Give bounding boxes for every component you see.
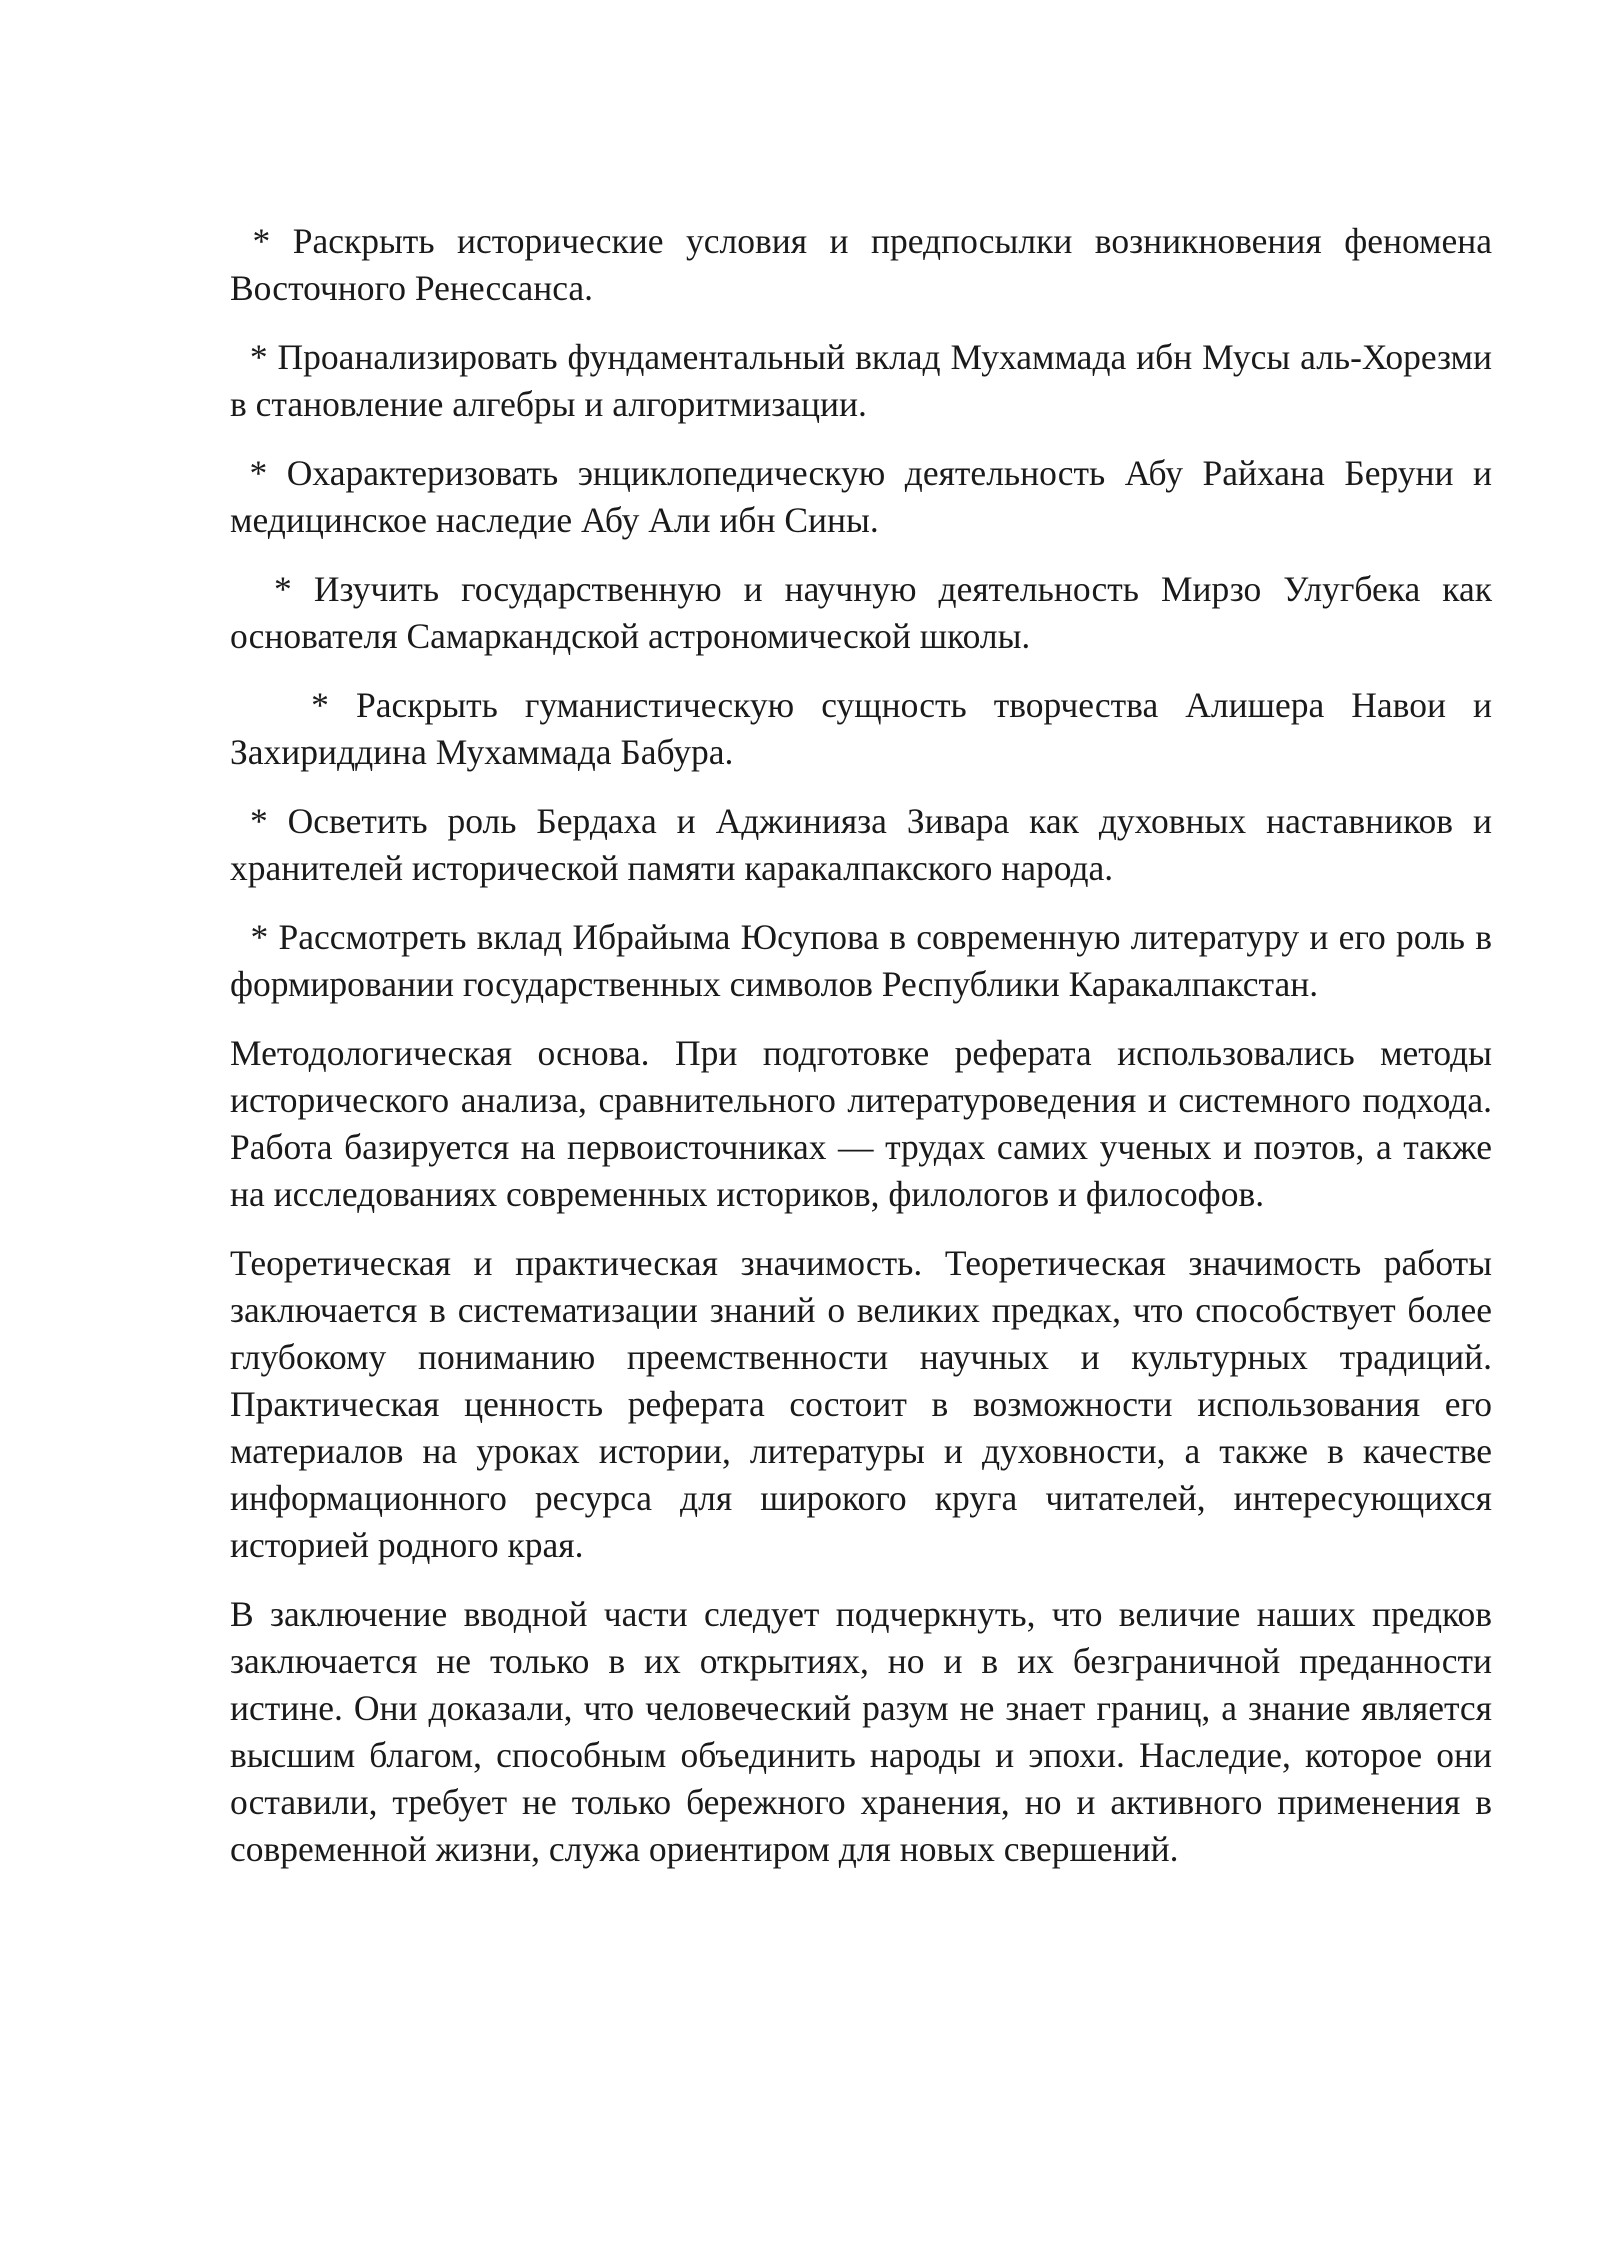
task-item: [230, 450, 1492, 544]
bullet-marker: *: [230, 917, 279, 957]
methodology-paragraph: Методологическая основа. При подготовке реферата использовались методы исторического анализа, сравнительного литературоведения и системного подхода. Работа базируется на первоисточниках — трудах самих ученых и поэтов, а также на исследованиях современных историков, филологов и философов.: [230, 1033, 1492, 1214]
bullet-marker: *: [230, 337, 278, 377]
significance-paragraph: Теоретическая и практическая значимость. Теоретическая значимость работы заключается в систематизации знаний о великих предках, что способствует более глубокому пониманию преемственности научных и культурных традиций. Практическая ценность реферата состоит в возможности использования его материалов на уроках истории, литературы и духовности, а также в качестве информационного ресурса для широкого круга читателей, интересующихся историей родного края.: [230, 1243, 1492, 1565]
task-item: [230, 218, 1492, 312]
bullet-marker: *: [230, 685, 356, 725]
document-body: [230, 218, 1492, 1895]
conclusion-paragraph: В заключение вводной части следует подчеркнуть, что величие наших предков заключается не только в их открытиях, но и в их безграничной преданности истине. Они доказали, что человеческий разум не знает границ, а знание является высшим благом, способным объединить народы и эпохи. Наследие, которое они оставили, требует не только бережного хранения, но и активного применения в современной жизни, служа ориентиром для новых свершений.: [230, 1594, 1492, 1869]
task-item: [230, 914, 1492, 1008]
bullet-marker: *: [230, 221, 293, 261]
task-text: Раскрыть исторические условия и предпосылки возникновения феномена Восточного Ренессанса.: [230, 221, 1492, 308]
bullet-marker: *: [230, 453, 287, 493]
bullet-marker: *: [230, 569, 314, 609]
task-item: [230, 334, 1492, 428]
task-item: [230, 682, 1492, 776]
task-text: Проанализировать фундаментальный вклад Мухаммада ибн Мусы аль-Хорезми в становление алгебры и алгоритмизации.: [230, 337, 1492, 424]
task-text: Охарактеризовать энциклопедическую деятельность Абу Райхана Беруни и медицинское наследие Абу Али ибн Сины.: [230, 453, 1493, 540]
task-text: Рассмотреть вклад Ибрайыма Юсупова в современную литературу и его роль в формировании государственных символов Республики Каракалпакстан.: [230, 917, 1492, 1004]
task-item: [230, 798, 1492, 892]
task-item: [230, 566, 1492, 660]
task-list: [230, 218, 1492, 1008]
bullet-marker: *: [230, 801, 288, 841]
task-text: Осветить роль Бердаха и Аджинияза Зивара как духовных наставников и хранителей исторической памяти каракалпакского народа.: [230, 801, 1492, 888]
task-text: Изучить государственную и научную деятельность Мирзо Улугбека как основателя Самаркандской астрономической школы.: [230, 569, 1492, 656]
task-text: Раскрыть гуманистическую сущность творчества Алишера Навои и Захириддина Мухаммада Бабура.: [230, 685, 1492, 772]
